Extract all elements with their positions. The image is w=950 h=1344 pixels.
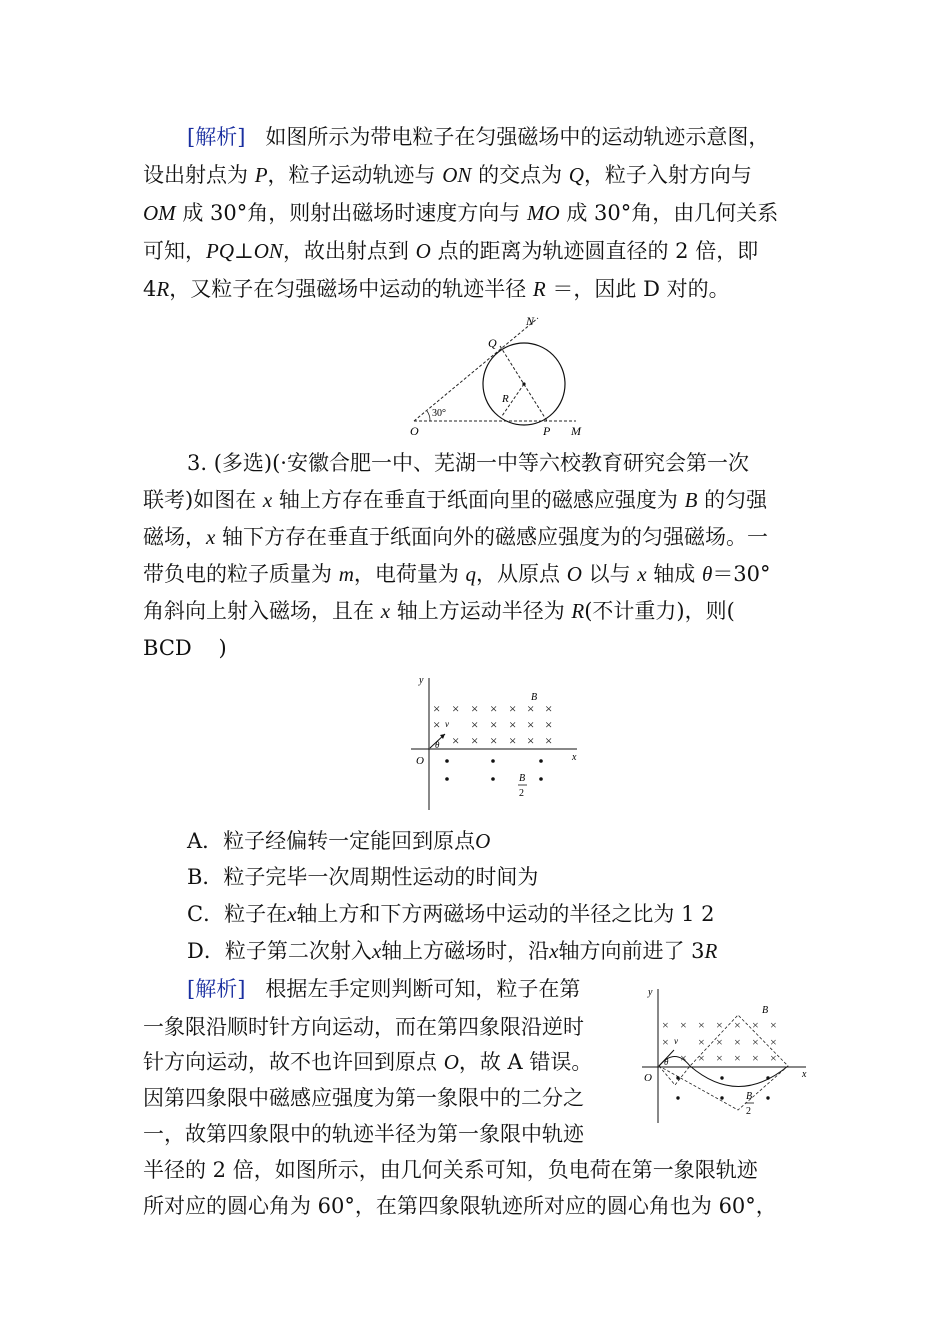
svg-text:×: × (452, 701, 460, 716)
option-b: B．粒子完毕一次周期性运动的时间为 (187, 865, 539, 889)
svg-text:×: × (490, 701, 498, 716)
analysis2-line-2: 一象限沿顺时针方向运动，而在第四象限沿逆时 (143, 1015, 584, 1039)
label-angle: 30° (432, 408, 446, 419)
svg-text:×: × (527, 717, 535, 732)
angle-arc (427, 411, 430, 421)
svg-text:×: × (545, 717, 553, 732)
svg-text:×: × (752, 1035, 759, 1049)
option-a: A．粒子经偏转一定能回到原点O (187, 829, 491, 853)
trajectory-diagram (400, 312, 600, 440)
label-m: M (571, 424, 581, 438)
svg-text:v: v (674, 1036, 678, 1046)
question-line-4: 带负电的粒子质量为 m，电荷量为 q，从原点 O 以与 x 轴成 θ＝30° (143, 562, 771, 586)
svg-text:×: × (509, 701, 517, 716)
svg-text:×: × (452, 733, 460, 748)
option-c: C．粒子在x轴上方和下方两磁场中运动的半径之比为 1 2 (187, 902, 715, 926)
svg-text:B: B (762, 1005, 769, 1016)
analysis2-line-6: 半径的 2 倍，如图所示，由几何关系可知，负电荷在第一象限轨迹 (143, 1158, 758, 1182)
question-line-6: BCD ) (143, 636, 227, 660)
label-n: N (526, 314, 535, 328)
svg-text:×: × (716, 1051, 723, 1065)
svg-text:×: × (734, 1035, 741, 1049)
svg-text:×: × (734, 1051, 741, 1065)
center-dot (522, 382, 525, 385)
svg-text:×: × (490, 717, 498, 732)
label-o: O (410, 424, 419, 438)
analysis-line-3: OM 成 30°角，则射出磁场时速度方向与 MO 成 30°角，由几何关系 (143, 201, 779, 225)
analysis2-line-7: 所对应的圆心角为 60°，在第四象限轨迹所对应的圆心角也为 60°， (143, 1194, 777, 1218)
svg-text:×: × (471, 733, 479, 748)
svg-text:×: × (770, 1051, 777, 1065)
svg-text:2: 2 (746, 1106, 751, 1117)
svg-text:×: × (716, 1035, 723, 1049)
question-line-5: 角斜向上射入磁场，且在 x 轴上方运动半径为 R(不计重力)，则( (143, 599, 735, 623)
answer: BCD (143, 636, 192, 660)
cross-marks (433, 701, 552, 748)
svg-text:×: × (662, 1035, 669, 1049)
analysis2-line-5: 一，故第四象限中的轨迹半径为第一象限中轨迹 (143, 1122, 584, 1146)
analysis-line-1: [解析] 如图所示为带电粒子在匀强磁场中的运动轨迹示意图， (187, 125, 770, 149)
svg-text:B: B (531, 692, 538, 703)
svg-text:×: × (471, 717, 479, 732)
svg-text:×: × (509, 717, 517, 732)
analysis-line-4: 可知，PQ⊥ON，故出射点到 O 点的距离为轨迹圆直径的 2 倍，即 (143, 239, 759, 263)
svg-text:B: B (519, 773, 526, 784)
svg-text:v: v (445, 719, 449, 729)
svg-text:x: x (802, 1069, 807, 1080)
svg-text:×: × (680, 1018, 687, 1032)
svg-text:x: x (572, 752, 577, 763)
svg-text:×: × (698, 1035, 705, 1049)
label-p: P (543, 424, 551, 438)
dot-marks (445, 759, 543, 781)
label-q: Q (488, 336, 497, 350)
svg-text:×: × (680, 1051, 687, 1065)
svg-text:×: × (716, 1018, 723, 1032)
label-r: R (502, 393, 509, 405)
question-line-3: 磁场，x 轴下方存在垂直于纸面向外的磁感应强度为的匀强磁场。一 (143, 525, 769, 549)
svg-text:θ: θ (435, 740, 440, 750)
svg-text:×: × (433, 717, 441, 732)
svg-text:θ: θ (664, 1057, 669, 1067)
svg-text:×: × (770, 1035, 777, 1049)
on-dashed-line (414, 318, 538, 421)
field-diagram (405, 672, 585, 812)
svg-text:×: × (509, 733, 517, 748)
svg-text:×: × (545, 701, 553, 716)
svg-text:y: y (419, 675, 424, 686)
svg-text:B: B (746, 1091, 753, 1102)
svg-text:×: × (545, 733, 553, 748)
analysis2-line-3: 针方向运动，故不也许回到原点 O，故 A 错误。 (143, 1050, 593, 1074)
svg-text:×: × (527, 701, 535, 716)
svg-text:×: × (734, 1018, 741, 1032)
svg-text:×: × (527, 733, 535, 748)
question-line-1: 3. (多选)(·安徽合肥一中、芜湖一中等六校教育研究会第一次 (187, 451, 749, 475)
svg-text:O: O (644, 1072, 652, 1084)
trajectory-field-diagram (638, 985, 813, 1125)
analysis-line-2: 设出射点为 P，粒子运动轨迹与 ON 的交点为 Q，粒子入射方向与 (143, 163, 752, 187)
analysis-tag-2: [解析] (187, 977, 246, 1001)
svg-text:×: × (662, 1018, 669, 1032)
svg-text:×: × (698, 1051, 705, 1065)
analysis2-line-1: [解析] 根据左手定则判断可知，粒子在第 (187, 977, 581, 1001)
analysis-tag: [解析] (187, 125, 246, 149)
svg-text:×: × (752, 1018, 759, 1032)
svg-text:×: × (752, 1051, 759, 1065)
svg-text:2: 2 (519, 788, 524, 799)
svg-text:×: × (471, 701, 479, 716)
analysis2-line-4: 因第四象限中磁感应强度为第一象限中的二分之 (143, 1086, 584, 1110)
analysis-line-5: 4R，又粒子在匀强磁场中运动的轨迹半径 R ＝，因此 D 对的。 (143, 277, 730, 301)
question-line-2: 联考)如图在 x 轴上方存在垂直于纸面向里的磁感应强度为 B 的匀强 (143, 488, 768, 512)
svg-text:O: O (416, 755, 424, 767)
svg-text:y: y (648, 987, 653, 998)
svg-text:×: × (770, 1018, 777, 1032)
svg-text:×: × (698, 1018, 705, 1032)
option-d: D．粒子第二次射入x轴上方磁场时，沿x轴方向前进了 3R (187, 939, 718, 963)
svg-text:×: × (490, 733, 498, 748)
trajectory-curve (659, 1057, 788, 1087)
svg-text:×: × (433, 701, 441, 716)
